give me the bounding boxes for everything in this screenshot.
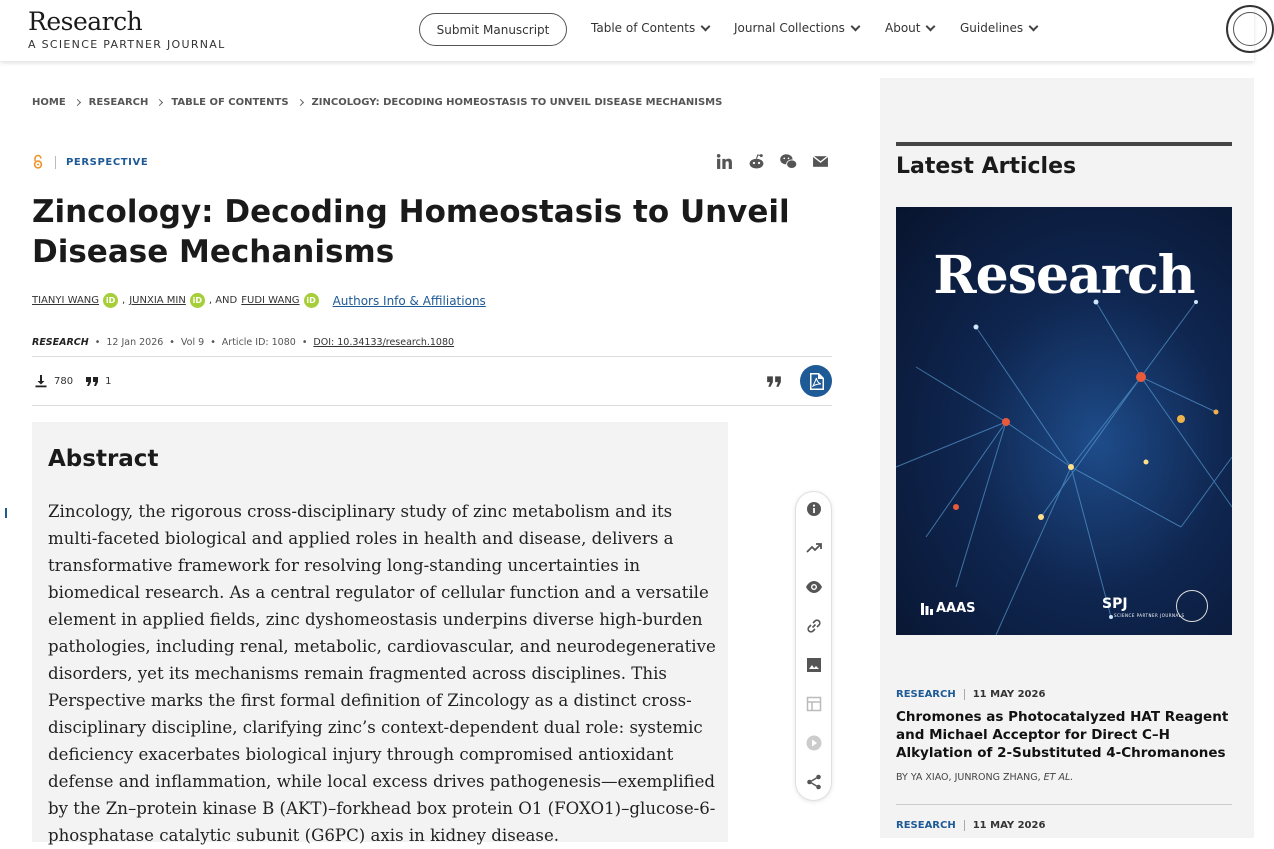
linkedin-icon[interactable] — [716, 153, 733, 170]
cover-seal-icon — [1176, 590, 1208, 622]
journal-name: RESEARCH — [32, 337, 89, 348]
journal-cover[interactable] — [896, 207, 1232, 635]
nav-label: Guidelines — [960, 21, 1024, 35]
authors-affiliations-link[interactable]: Authors Info & Affiliations — [332, 293, 486, 308]
article-metrics — [34, 374, 111, 388]
site-header — [0, 0, 1254, 61]
article-date: 11 MAY 2026 — [972, 689, 1046, 700]
breadcrumb-current: ZINCOLOGY: DECODING HOMEOSTASIS TO UNVEIL DISEASE MECHANISMS — [311, 97, 723, 108]
article-id: Article ID: 1080 — [221, 337, 296, 348]
chevron-right-icon — [156, 99, 163, 106]
view-tool[interactable] — [805, 578, 823, 596]
chevron-down-icon — [701, 21, 711, 31]
nav-journal-collections[interactable] — [734, 21, 859, 35]
orcid-icon[interactable]: iD — [190, 293, 205, 308]
article-journal: RESEARCH — [896, 820, 956, 831]
article-tag — [896, 689, 1232, 700]
abstract-text: Zincology, the rigorous cross-disciplinary study of zinc metabolism and its multi-faceted biological and applied roles in health and disease, delivers a transformative framework for resolving long-standing uncertainties in biomedical research. As a central regulator of cellular function and a versatile element in applied fields, zinc dyshomeostasis underpins diverse high-burden pathologies, including renal, metabolic, cardiovascular, and neurodegenerative disorders, yet its mechanisms remain fragmented across disciplines. This Perspective marks the first formal definition of Zincology as a distinct cross-disciplinary discipline, clarifying zinc’s context-dependent dual role: systemic deficiency exacerbates biological injury through compromised antioxidant defense and inflammation, while local excess drives pathogenesis—exemplified by the Zn–protein kinase B (AKT)–forkhead box protein O1 (FOXO1)–glucose-6-phosphatase catalytic subunit (G6PC) axis in kidney disease. — [48, 502, 716, 845]
publish-date: 12 Jan 2026 — [106, 337, 164, 348]
publication-meta — [32, 337, 454, 348]
article-tools-toolbar — [795, 491, 832, 801]
meta-separator: • — [169, 337, 175, 348]
article-author-names: BY YA XIAO, JUNRONG ZHANG, — [896, 772, 1041, 783]
nav-guidelines[interactable] — [960, 21, 1037, 35]
logo-subtitle: A SCIENCE PARTNER JOURNAL — [28, 38, 226, 51]
info-icon — [805, 500, 823, 518]
quote-icon — [85, 374, 99, 388]
article-type: PERSPECTIVE — [66, 157, 149, 168]
share-icons — [716, 153, 829, 170]
tag-divider — [964, 689, 965, 700]
media-tool[interactable] — [805, 734, 823, 752]
tag-divider — [964, 820, 965, 831]
divider — [32, 405, 832, 406]
orcid-icon[interactable]: iD — [304, 293, 319, 308]
nav-label: Table of Contents — [591, 21, 696, 35]
breadcrumb-research[interactable]: RESEARCH — [88, 97, 149, 108]
nav-label: About — [885, 21, 921, 35]
chevron-down-icon — [926, 21, 936, 31]
divider — [896, 804, 1232, 805]
author-link[interactable]: TIANYI WANG — [32, 295, 100, 306]
latest-article-item[interactable] — [896, 689, 1232, 783]
submit-manuscript-button[interactable]: Submit Manuscript — [419, 13, 567, 46]
author-link[interactable]: JUNXIA MIN — [129, 295, 186, 306]
article-tag — [896, 820, 1232, 831]
author-list — [32, 293, 486, 308]
sidebar — [880, 78, 1254, 838]
article-etal: ET AL. — [1043, 772, 1074, 783]
play-circle-icon — [805, 734, 823, 752]
citation-count: 1 — [105, 375, 112, 387]
image-icon — [805, 656, 823, 674]
section-marker — [5, 508, 7, 518]
abstract-section — [32, 422, 728, 845]
logo-name: Research — [28, 7, 143, 36]
nav-table-of-contents[interactable] — [591, 21, 709, 35]
metrics-tool[interactable] — [805, 539, 823, 557]
latest-articles-heading: Latest Articles — [896, 154, 1077, 179]
meta-separator: • — [94, 337, 101, 348]
institution-seal-icon[interactable] — [1226, 5, 1274, 53]
breadcrumb-home[interactable]: HOME — [32, 97, 66, 108]
type-divider — [55, 156, 56, 169]
site-logo[interactable] — [28, 8, 226, 51]
nav-about[interactable] — [885, 21, 934, 35]
chevron-right-icon — [74, 99, 81, 106]
eye-icon — [805, 578, 823, 596]
trending-up-icon — [805, 539, 823, 557]
link-tool[interactable] — [805, 617, 823, 635]
chevron-down-icon — [850, 21, 860, 31]
email-icon[interactable] — [812, 153, 829, 170]
article-authors — [896, 772, 1232, 783]
doi-link[interactable]: DOI: 10.34133/research.1080 — [313, 337, 455, 348]
author-separator: , AND — [208, 295, 238, 306]
pdf-icon — [809, 373, 824, 390]
abstract-heading: Abstract — [48, 446, 159, 472]
spj-subtitle: SCIENCE PARTNER JOURNALS — [1114, 613, 1185, 618]
article-title: Zincology: Decoding Homeostasis to Unveil Disease Mechanisms — [32, 194, 790, 270]
pdf-button[interactable] — [800, 365, 832, 397]
open-access-icon — [32, 155, 44, 169]
divider — [32, 356, 832, 357]
article-journal: RESEARCH — [896, 689, 956, 700]
article-date: 11 MAY 2026 — [972, 820, 1046, 831]
info-tool[interactable] — [805, 500, 823, 518]
breadcrumb — [32, 97, 722, 108]
share-tool[interactable] — [805, 773, 823, 791]
figures-tool[interactable] — [805, 656, 823, 674]
cite-icon[interactable] — [766, 373, 782, 389]
orcid-icon[interactable]: iD — [103, 293, 118, 308]
download-icon — [34, 374, 48, 388]
aaas-logo — [921, 601, 976, 616]
meta-separator: • — [210, 337, 216, 348]
tables-tool[interactable] — [805, 695, 823, 713]
download-count: 780 — [54, 375, 74, 387]
breadcrumb-toc[interactable]: TABLE OF CONTENTS — [171, 97, 289, 108]
author-separator: , — [122, 295, 126, 306]
reddit-icon[interactable] — [748, 153, 765, 170]
volume: Vol 9 — [180, 337, 205, 348]
table-icon — [805, 695, 823, 713]
aaas-label: AAAS — [936, 601, 976, 616]
link-icon — [805, 617, 823, 635]
latest-article-item[interactable] — [896, 820, 1232, 831]
wechat-icon[interactable] — [780, 153, 797, 170]
author-link[interactable]: FUDI WANG — [241, 295, 300, 306]
chevron-right-icon — [297, 99, 304, 106]
meta-separator: • — [301, 337, 308, 348]
spj-logo: SPJ — [1102, 596, 1128, 612]
chevron-down-icon — [1029, 21, 1039, 31]
nav-label: Journal Collections — [734, 21, 845, 35]
cover-title: Research — [933, 245, 1195, 306]
article-title-link[interactable]: Chromones as Photocatalyzed HAT Reagent and Michael Acceptor for Direct C–H Alkylation of 2-Substituted 4-Chromanones — [896, 709, 1229, 761]
share-icon — [805, 773, 823, 791]
section-bar — [896, 142, 1232, 146]
aaas-mark-icon — [921, 603, 933, 615]
